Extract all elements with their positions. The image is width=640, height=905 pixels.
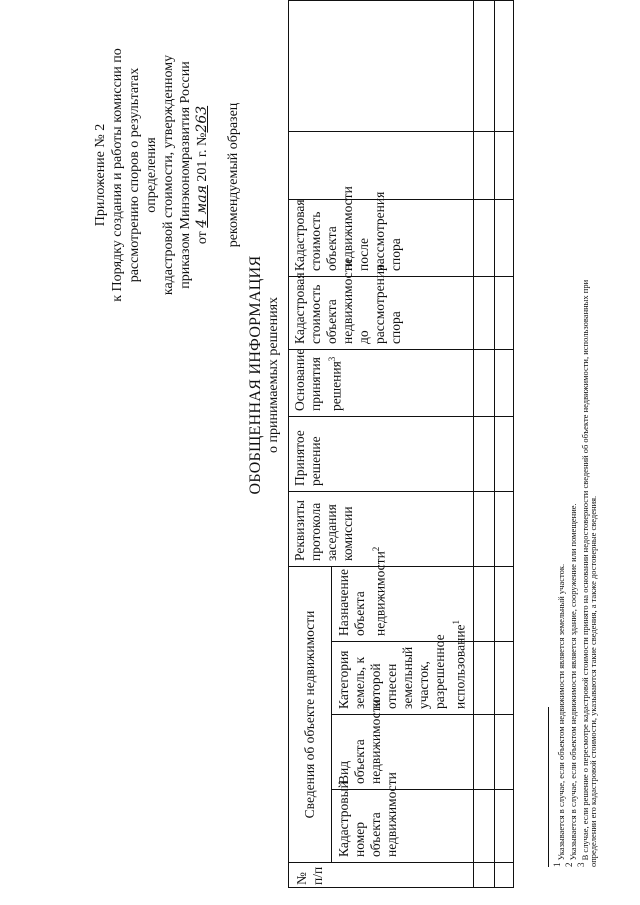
col-header-value-after: Кадастровая стоимость объекта недвижимости после рассмотрения спора <box>292 186 403 271</box>
appendix-line-3: кадастровой стоимости, утвержденному <box>161 54 176 296</box>
handwritten-number: 263 <box>194 105 210 133</box>
col-header-object-type: Вид объекта недвижимости <box>336 699 383 784</box>
appendix-date-line: от 4 мая 201 г. №263 <box>194 105 210 245</box>
col-header-decision: Принятое решение <box>292 430 323 486</box>
col-header-number: № п/п <box>294 866 325 885</box>
footnote-rule <box>548 707 549 867</box>
appendix-header <box>92 30 211 320</box>
footnote-1: $^1$ Указывается в случае, если объектом недвижимости является земельный участок. <box>552 563 566 867</box>
col-group-header: Сведения об объекте недвижимости <box>302 610 317 819</box>
col-header-basis: Основание принятия решения$^3$ <box>292 348 344 411</box>
col-header-cadastral-number: Кадастровый номер объекта недвижимости <box>336 772 399 857</box>
decisions-table <box>288 0 514 888</box>
table-border-right <box>288 0 514 1</box>
appendix-number: Приложение № 2 <box>93 123 108 227</box>
col-divider-11 <box>288 131 514 132</box>
table-data-row-line <box>494 0 495 888</box>
recommended-template-note: рекомендуемый образец <box>226 102 241 248</box>
table-border-left <box>288 887 514 888</box>
col-header-protocol: Реквизиты протокола заседания комиссии <box>292 499 355 561</box>
footnote-2: $^2$ Указывается в случае, если объектом недвижимости является здание, сооружение или помещение. <box>564 503 578 867</box>
footnote-3: $^3$ В случае, если решение о пересмотре кадастровой стоимости принято на основании недостоверности сведений об объекте недвижимости, использованных при <box>576 279 590 867</box>
document-subtitle: о принимаемых решениях <box>266 296 281 454</box>
col-header-purpose: Назначение объекта недвижимости$^2$ <box>336 546 388 636</box>
document-title: ОБОБЩЕННАЯ ИНФОРМАЦИЯ <box>247 255 264 495</box>
handwritten-date: 4 мая <box>194 185 210 228</box>
col-header-land-category: Категория земель, к которой отнесен земельный участок, разрешенное использование$^1$ <box>336 619 468 709</box>
appendix-line-1: к Порядку создания и работы комиссии по <box>110 48 125 302</box>
table-border-bottom <box>513 0 514 888</box>
table-header-bottom <box>473 0 474 888</box>
footnote-3-continued: определении его кадастровой стоимости, указываются такие сведения, а также достоверные сведения. <box>588 495 598 867</box>
appendix-line-2: рассмотрению споров о результатах определения <box>127 67 159 283</box>
col-header-value-before: Кадастровая стоимость объекта недвижимости до рассмотрения спора <box>292 259 403 344</box>
appendix-line-4: приказом Минэкономразвития России <box>178 61 193 289</box>
